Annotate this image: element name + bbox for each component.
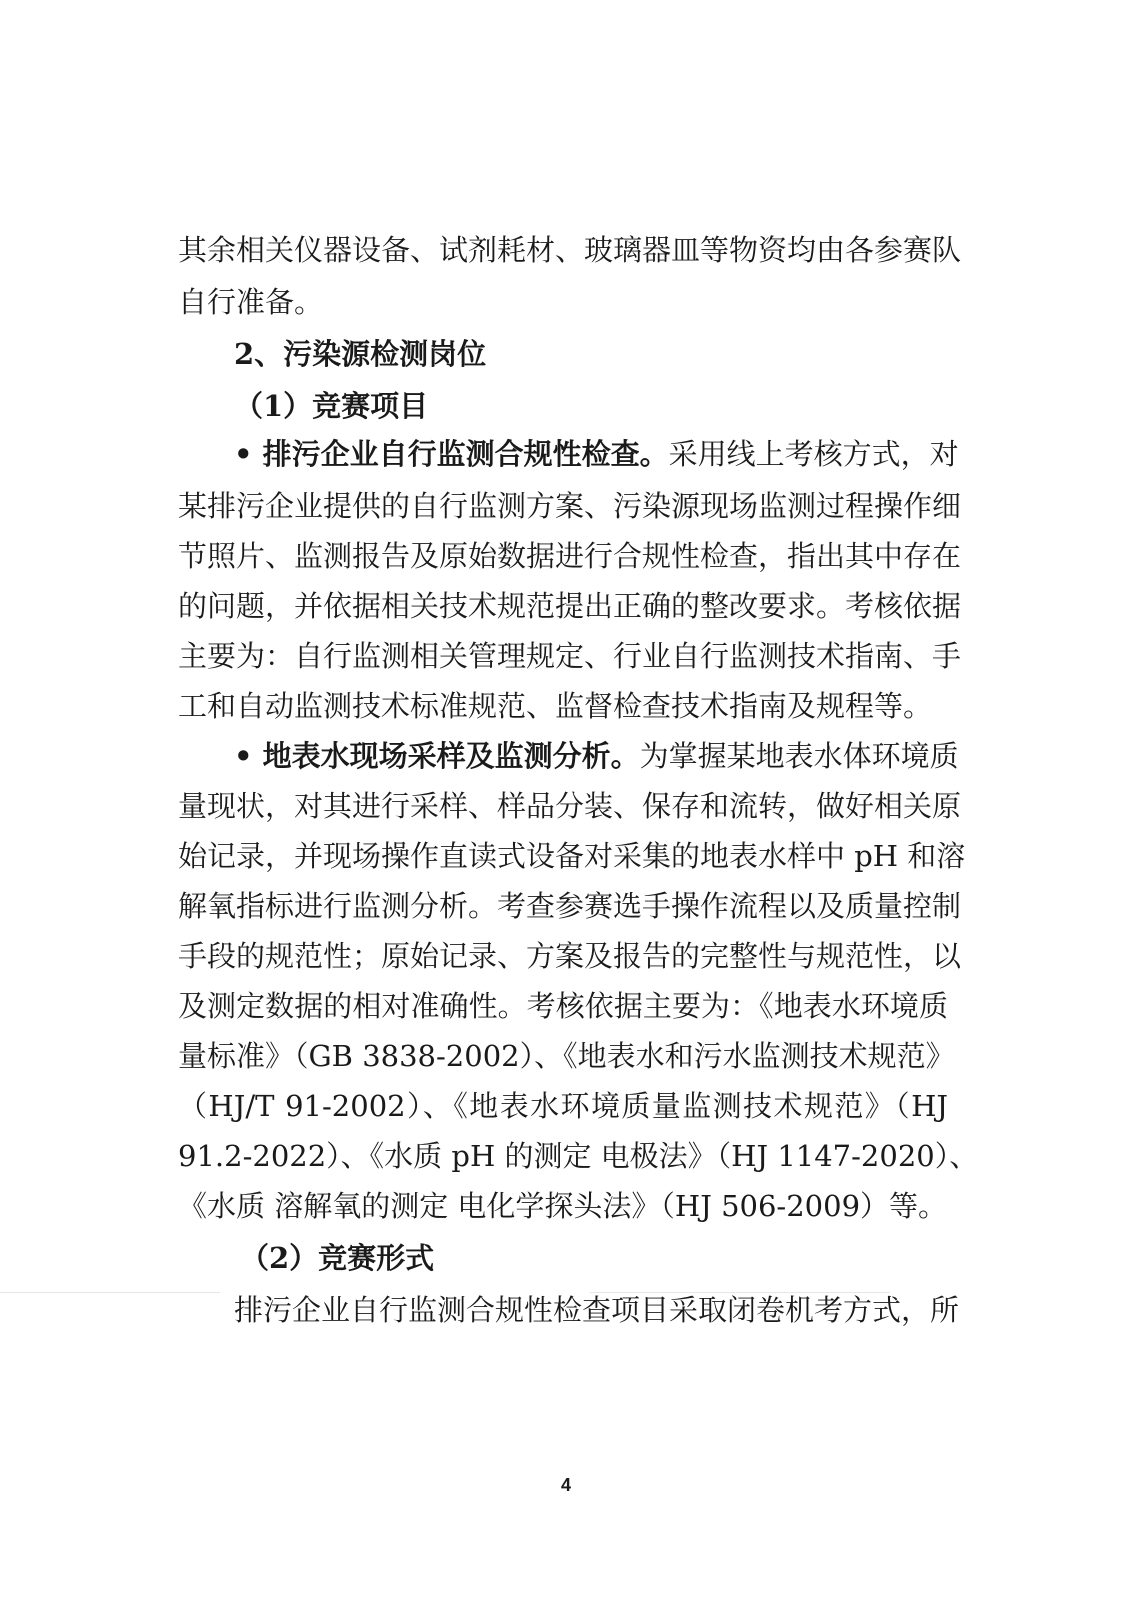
- subsection-heading: （2）竞赛形式: [240, 1241, 435, 1275]
- text-line: （HJ/T 91-2002）、《地表水环境质量监测技术规范》（HJ: [178, 1089, 948, 1123]
- item-title: • 地表水现场采样及监测分析。: [234, 739, 640, 773]
- text-line: 其余相关仪器设备、试剂耗材、玻璃器皿等物资均由各参赛队: [178, 233, 962, 267]
- item-text: 为掌握某地表水体环境质: [639, 739, 959, 773]
- item-text: 采用线上考核方式，对: [668, 437, 959, 471]
- text-line: 的问题，并依据相关技术规范提出正确的整改要求。考核依据: [178, 589, 962, 623]
- text-line: 节照片、监测报告及原始数据进行合规性检查，指出其中存在: [178, 539, 962, 573]
- page-number: 4: [560, 1475, 571, 1495]
- text-line: 量标准》（GB 3838-2002）、《地表水和污水监测技术规范》: [178, 1039, 955, 1073]
- section-heading: 2、污染源检测岗位: [234, 337, 487, 371]
- text-line: 91.2-2022）、《水质 pH 的测定 电极法》（HJ 1147-2020）、: [178, 1139, 979, 1173]
- text-line: 解氧指标进行监测分析。考查参赛选手操作流程以及质量控制: [178, 889, 962, 923]
- text-line: 手段的规范性；原始记录、方案及报告的完整性与规范性，以: [178, 939, 962, 973]
- text-line: 量现状，对其进行采样、样品分装、保存和流转，做好相关原: [178, 789, 962, 823]
- text-line: 始记录，并现场操作直读式设备对采集的地表水样中 pH 和溶: [178, 839, 966, 873]
- text-line: 自行准备。: [178, 285, 324, 319]
- text-line: 排污企业自行监测合规性检查项目采取闭卷机考方式，所: [234, 1293, 960, 1327]
- subsection-heading: （1）竞赛项目: [234, 389, 429, 423]
- paragraph-first-line: [234, 736, 959, 776]
- text-line: 及测定数据的相对准确性。考核依据主要为：《地表水环境质: [178, 989, 948, 1023]
- paragraph-first-line: [234, 434, 959, 474]
- text-line: 某排污企业提供的自行监测方案、污染源现场监测过程操作细: [178, 489, 962, 523]
- scan-artifact-line: [0, 1292, 220, 1293]
- text-line: 工和自动监测技术标准规范、监督检查技术指南及规程等。: [178, 689, 933, 723]
- text-line: 主要为：自行监测相关管理规定、行业自行监测技术指南、手: [178, 639, 962, 673]
- item-title: • 排污企业自行监测合规性检查。: [234, 437, 669, 471]
- text-line: 《水质 溶解氧的测定 电化学探头法》（HJ 506-2009）等。: [178, 1189, 948, 1223]
